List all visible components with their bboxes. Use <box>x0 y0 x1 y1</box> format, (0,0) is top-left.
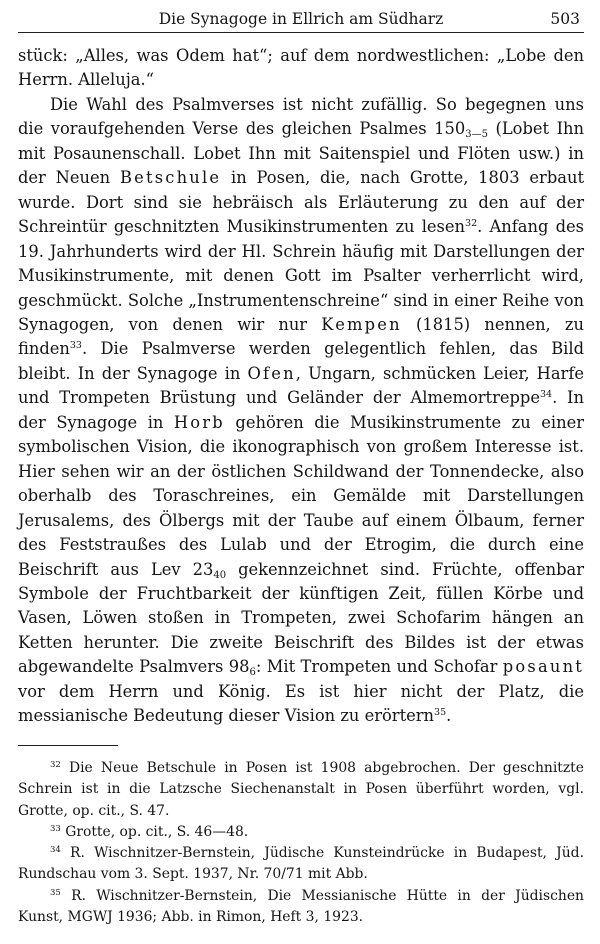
footnotes <box>18 758 584 928</box>
text-run: gekennzeichnet sind. Früchte, offenbar Symbole der Fruchtbarkeit der künftigen Zeit, füllen Körbe und Vasen, Löwen stoßen in Trompeten, zwei Schofarim hängen an Ketten herunter. Die zweite Beischrift des Bildes ist der etwas abgewandelte Psalmvers 98 <box>18 559 584 677</box>
footnote-number: 34 <box>50 845 61 856</box>
footnote <box>18 886 584 929</box>
main-text <box>18 44 584 729</box>
footnote-ref-32[interactable]: 32 <box>465 218 478 230</box>
spaced-word: Horb <box>173 412 225 432</box>
text-run: in Posen, die, nach Grotte, 1803 erbaut wurde. Dort sind sie hebräisch als Erläuterung zu den auf der Schreintür geschnitzten Musikinstrumenten zu lesen <box>18 168 585 237</box>
verse-subscript: 6 <box>249 667 256 679</box>
text-run: (Lobet Ihn mit Posaunenschall. Lobet Ihn mit Saitenspiel und Flöten usw.) in der Neuen <box>18 119 584 188</box>
text-run: . In der Synagoge in <box>18 388 584 432</box>
footnote <box>18 843 584 886</box>
footnote-ref-34[interactable]: 34 <box>539 389 553 401</box>
spaced-word: Ofen <box>247 363 296 383</box>
text-run: Die Wahl des Psalmverses ist nicht zufällig. So begegnen uns die voraufgehenden Verse des gleichen Psalmes 150 <box>18 94 584 139</box>
footnote-number: 35 <box>50 887 61 898</box>
text-run: vor dem Herrn und König. Es ist hier nicht der Platz, die messianische Bedeutung dieser Vision zu erörtern <box>18 681 584 726</box>
footnote <box>18 758 584 822</box>
footnote-divider <box>18 745 118 746</box>
text-run: , Ungarn, schmücken Leier, Harfe und Trompeten Brüstung und Geländer der Almemortreppe <box>18 363 585 408</box>
psalm-verse-subscript: 3—5 <box>465 129 488 141</box>
footnote-ref-35[interactable]: 35 <box>434 707 447 719</box>
spaced-word: posaunt <box>502 657 584 677</box>
page-number: 503 <box>550 10 580 28</box>
running-header <box>18 10 584 33</box>
text-run: . Die Psalmverse werden gelegentlich fehlen, das Bild bleibt. In der Synagoge in <box>18 339 584 383</box>
text-run: : Mit Trompeten und Schofar <box>255 657 503 677</box>
footnote-text: Grotte, op. cit., S. 46—48. <box>60 823 249 840</box>
text-run: gehören die Musikinstrumente zu einer symbolischen Vision, die ikonographisch von großem Interesse ist. Hier sehen wir an der östlichen Schildwand der Tonnendecke, also oberhalb des Toraschreines, ein Gemälde mit Darstellungen Jerusalems, des Ölbergs mit der Taube auf einem Ölbaum, ferner des Feststraußes des Lulab und der Etrogim, die durch eine Beischrift aus Lev 23 <box>18 412 584 579</box>
footnote-number: 32 <box>50 760 61 770</box>
text-run: . Anfang des 19. Jahrhunderts wird der Hl. Schrein häufig mit Darstellungen der Musikinstrumente, mit denen Gott im Psalter verherrlicht wird, geschmückt. Solche „Instrumentenschreine“ sind in einer Reihe von Synagogen, von denen wir nur <box>18 217 584 334</box>
paragraph-1: stück: „Alles, was Odem hat“; auf dem nordwestlichen: „Lobe den Herrn. Alleluja.“ <box>18 46 584 90</box>
verse-subscript: 40 <box>213 569 227 581</box>
spaced-word: Betschule <box>119 168 222 188</box>
footnote <box>18 822 584 843</box>
spaced-word: Kempen <box>321 314 402 334</box>
footnote-text: Die Neue Betschule in Posen ist 1908 abgebrochen. Der geschnitzte Schrein ist in die Latzsche Siechenanstalt in Posen überführt worden, vgl. Grotte, op. cit., S. 47. <box>18 760 584 819</box>
running-title: Die Synagoge in Ellrich am Südharz <box>158 10 444 28</box>
footnote-text: R. Wischnitzer-Bernstein, Jüdische Kunsteindrücke in Budapest, Jüd. Rundschau vom 3. Sept. 1937, Nr. 70/71 mit Abb. <box>18 845 584 883</box>
text-run: . <box>446 706 452 726</box>
footnote-number: 33 <box>50 823 61 834</box>
footnote-text: R. Wischnitzer-Bernstein, Die Messianische Hütte in der Jüdischen Kunst, MGWJ 1936; Abb. in Rimon, Heft 3, 1923. <box>18 887 584 926</box>
footnote-ref-33[interactable]: 33 <box>69 340 82 352</box>
text-run: (1815) nennen, zu finden <box>18 314 584 359</box>
paragraph-2 <box>18 93 584 729</box>
